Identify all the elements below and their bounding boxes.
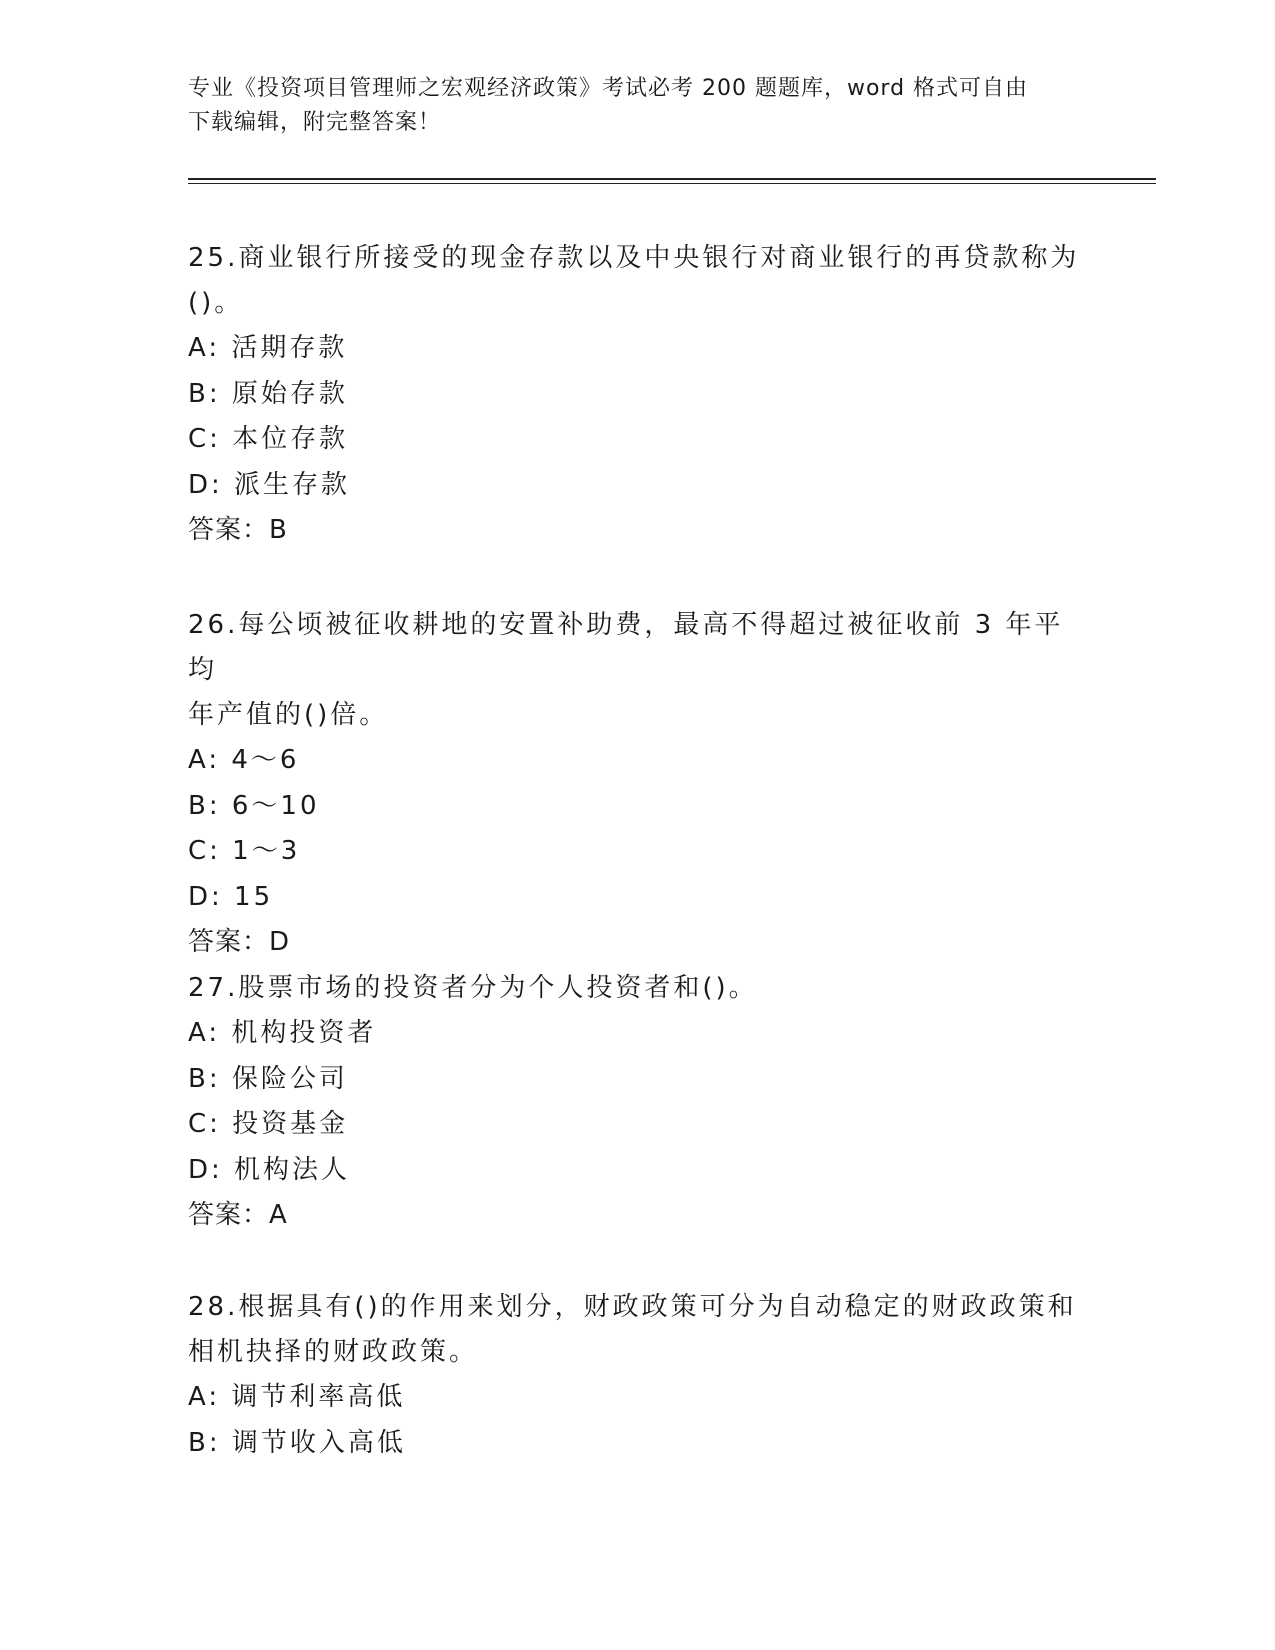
option-b: B: 保险公司	[188, 1063, 348, 1094]
question-stem: 25.商业银行所接受的现金存款以及中央银行对商业银行的再贷款称为	[188, 243, 1080, 273]
option-c: C: 本位存款	[188, 424, 349, 454]
option-c: C: 投资基金	[188, 1109, 349, 1139]
option-a: A: 活期存款	[188, 333, 348, 363]
header-line-1: 专业《投资项目管理师之宏观经济政策》考试必考 200 题题库，word 格式可自由	[188, 76, 1029, 101]
question-26	[188, 603, 1088, 966]
option-d: D: 机构法人	[188, 1154, 351, 1185]
document-header	[188, 72, 1068, 140]
question-25	[188, 236, 1088, 554]
option-d: D: 15	[188, 881, 274, 912]
question-stem-continued: ()。	[188, 288, 244, 318]
answer: 答案：B	[188, 515, 288, 545]
answer: 答案：A	[188, 1200, 288, 1230]
question-stem: 27.股票市场的投资者分为个人投资者和()。	[188, 973, 758, 1003]
option-b: B: 原始存款	[188, 378, 348, 409]
option-b: B: 6～10	[188, 790, 320, 821]
answer: 答案：D	[188, 927, 291, 957]
question-stem: 26.每公顷被征收耕地的安置补助费，最高不得超过被征收前 3 年平均	[188, 610, 1064, 685]
option-d: D: 派生存款	[188, 469, 351, 500]
question-stem: 28.根据具有()的作用来划分，财政政策可分为自动稳定的财政政策和	[188, 1292, 1077, 1322]
header-divider-thick	[188, 178, 1156, 180]
question-stem-continued: 相机抉择的财政政策。	[188, 1337, 479, 1367]
header-line-2: 下载编辑，附完整答案！	[188, 110, 442, 135]
option-c: C: 1～3	[188, 836, 301, 866]
question-28	[188, 1285, 1088, 1466]
question-stem-continued: 年产值的()倍。	[188, 700, 389, 730]
option-a: A: 4～6	[188, 745, 300, 775]
option-a: A: 调节利率高低	[188, 1382, 406, 1412]
question-27	[188, 966, 1088, 1239]
option-b: B: 调节收入高低	[188, 1427, 406, 1458]
option-a: A: 机构投资者	[188, 1018, 377, 1048]
header-divider-thin	[188, 183, 1156, 184]
